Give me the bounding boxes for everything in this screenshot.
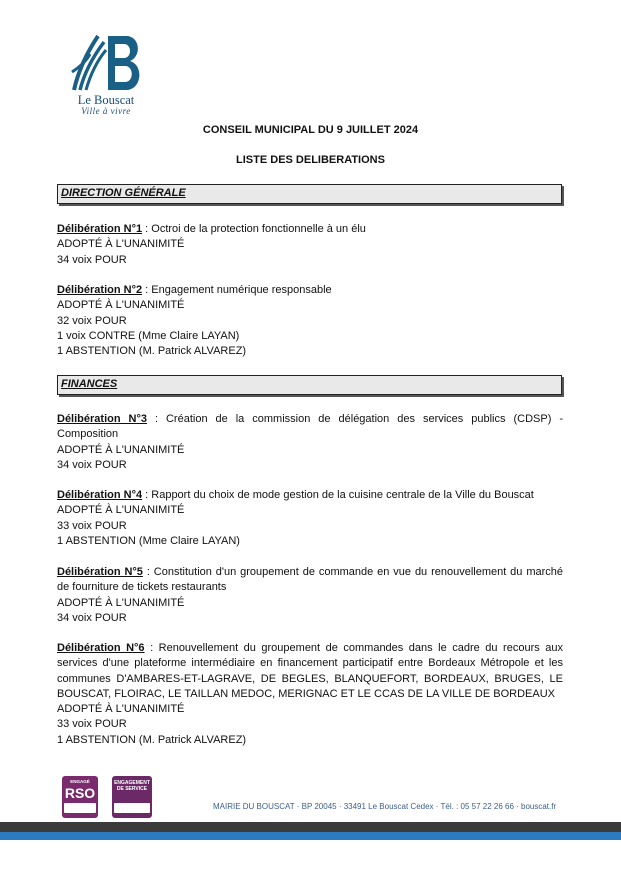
logo-emblem-icon xyxy=(68,32,144,94)
deliberation-item xyxy=(57,222,563,268)
vote-count: 34 voix POUR xyxy=(57,458,127,471)
city-logo xyxy=(66,32,146,120)
badge-main-label: RSO xyxy=(64,785,96,801)
deliberation-subject: : Engagement numérique responsable xyxy=(142,284,332,296)
service-engagement-badge xyxy=(112,776,152,818)
vote-abstention: 1 ABSTENTION (M. Patrick ALVAREZ) xyxy=(57,345,247,358)
vote-result: ADOPTÉ À L'UNANIMITÉ xyxy=(57,504,185,517)
vote-result: ADOPTÉ À L'UNANIMITÉ xyxy=(57,299,185,312)
deliberation-item xyxy=(57,283,563,359)
vote-against: 1 voix CONTRE (Mme Claire LAYAN) xyxy=(57,329,240,342)
page-subtitle: LISTE DES DELIBERATIONS xyxy=(236,154,385,166)
section-header-finances xyxy=(57,375,562,395)
badge-top-label: ENGAGEMENT DE SERVICE xyxy=(114,780,150,792)
deliberation-label: Délibération N°2 xyxy=(57,284,143,296)
badge-sub-panel xyxy=(64,803,96,813)
deliberation-item xyxy=(57,565,563,626)
vote-count: 33 voix POUR xyxy=(57,519,127,532)
badge-top-label: ENGAGÉ xyxy=(70,779,90,784)
deliberation-item xyxy=(57,488,563,549)
vote-abstention: 1 ABSTENTION (Mme Claire LAYAN) xyxy=(57,534,240,547)
vote-count: 33 voix POUR xyxy=(57,718,127,731)
deliberation-subject: : Renouvellement du groupement de commandes dans le cadre du recours aux services d'une plateforme intermédiaire en financement participatif entre Bordeaux Métropole et les communes D'AMBARES-ET-LAGRAVE, DE BEGLES, BLANQUEFORT, BORDEAUX, BRUGES, LE BOUSCAT, FLOIRAC, LE TAILLAN MEDOC, MERIGNAC ET LE CCAS DE LA VILLE DE BORDEAUX xyxy=(57,642,563,700)
vote-result: ADOPTÉ À L'UNANIMITÉ xyxy=(57,703,185,716)
footer-bar-dark xyxy=(0,822,621,832)
section-title: FINANCES xyxy=(61,378,118,390)
vote-result: ADOPTÉ À L'UNANIMITÉ xyxy=(57,596,185,609)
deliberation-subject: : Création de la commission de délégation des services publics (CDSP) - Composition xyxy=(57,413,563,441)
deliberation-label: Délibération N°5 xyxy=(57,566,143,578)
footer-bar-blue xyxy=(0,832,621,840)
deliberation-label: Délibération N°6 xyxy=(57,642,145,654)
deliberation-subject: : Constitution d'un groupement de commande en vue du renouvellement du marché de fourniture de tickets restaurants xyxy=(57,566,563,594)
rso-certification-badge xyxy=(62,776,98,818)
vote-abstention: 1 ABSTENTION (M. Patrick ALVAREZ) xyxy=(57,733,247,746)
vote-count: 34 voix POUR xyxy=(57,253,127,266)
deliberation-label: Délibération N°4 xyxy=(57,489,143,501)
section-title: DIRECTION GÉNÉRALE xyxy=(61,187,186,199)
footer-address: MAIRIE DU BOUSCAT · BP 20045 · 33491 Le Bouscat Cedex · Tél. : 05 57 22 26 66 · bouscat.fr xyxy=(213,802,557,811)
vote-count: 34 voix POUR xyxy=(57,611,127,624)
deliberation-subject: : Rapport du choix de mode gestion de la cuisine centrale de la Ville du Bouscat xyxy=(142,489,534,501)
vote-result: ADOPTÉ À L'UNANIMITÉ xyxy=(57,443,185,456)
deliberation-item xyxy=(57,412,563,473)
logo-name: Le Bouscat xyxy=(77,93,135,107)
vote-result: ADOPTÉ À L'UNANIMITÉ xyxy=(57,238,185,251)
deliberation-subject: : Octroi de la protection fonctionnelle à un élu xyxy=(142,223,366,235)
page-title: CONSEIL MUNICIPAL DU 9 JUILLET 2024 xyxy=(202,124,419,136)
vote-count: 32 voix POUR xyxy=(57,314,127,327)
deliberation-label: Délibération N°3 xyxy=(57,413,147,425)
section-header-direction xyxy=(57,184,562,204)
deliberation-label: Délibération N°1 xyxy=(57,223,143,235)
deliberation-item xyxy=(57,641,563,748)
badge-sub-panel xyxy=(114,803,150,813)
logo-tagline: Ville à vivre xyxy=(81,106,131,116)
